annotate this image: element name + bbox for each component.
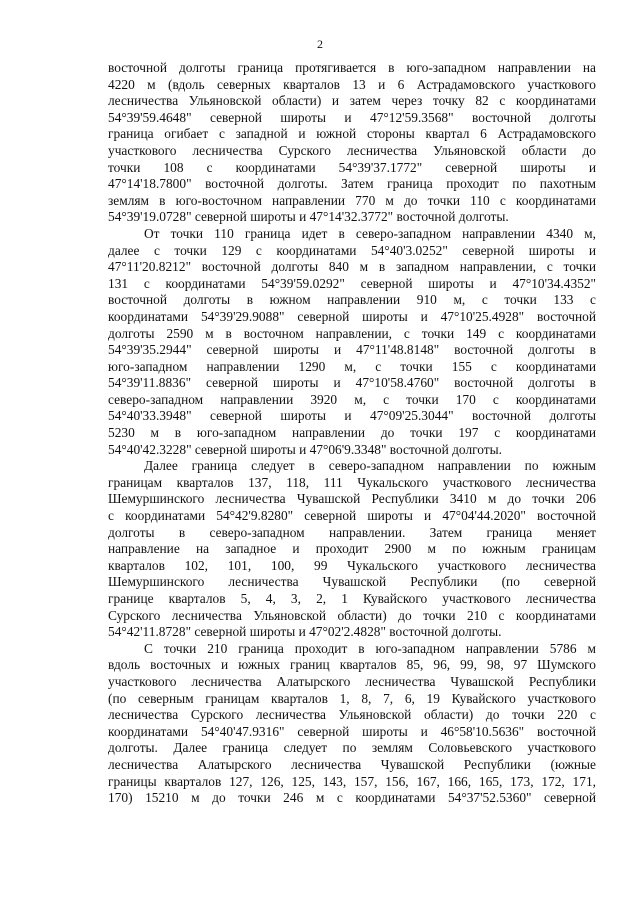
- text-line: 4220 м (вдоль северных кварталов 13 и 6 Астрадамовского участкового: [108, 76, 596, 92]
- text-line: лесничества Ульяновской области) и затем через точку 82 с координатами: [108, 93, 596, 109]
- text-line: 54°39'35.2944" северной широты и 47°11'48.8148" восточной долготы в: [108, 342, 596, 358]
- paragraph: [108, 60, 596, 226]
- text-line: долготы в северо-западном направлении. Затем граница меняет: [108, 524, 596, 540]
- text-line: участкового лесничества Алатырского лесничества Чувашской Республики: [108, 673, 596, 689]
- text-line: Шемуршинского лесничества Чувашской Республики (по северной: [108, 574, 596, 590]
- text-line: восточной долготы в южном направлении 910 м, с точки 133 с: [108, 292, 596, 308]
- text-line: Сурского лесничества Ульяновской области) до точки 210 с координатами: [108, 607, 596, 623]
- text-line: направление на западное и проходит 2900 м по южным границам: [108, 541, 596, 557]
- text-line: 54°40'42.3228" северной широты и 47°06'9.3348" восточной долготы.: [108, 441, 503, 457]
- text-line: границе кварталов 5, 4, 3, 2, 1 Кувайского участкового лесничества: [108, 591, 596, 606]
- text-line: лесничества Сурского лесничества Ульяновской области) до точки 220 с: [108, 707, 596, 723]
- document-body: [108, 60, 596, 807]
- text-line: координатами 54°40'47.9316" северной широты и 46°58'10.5636" восточной: [108, 723, 596, 739]
- text-line: От точки 110 граница идет в северо-западном направлении 4340 м,: [144, 225, 596, 241]
- text-line: (по северным границам кварталов 1, 8, 7, 6, 19 Кувайского участкового: [108, 690, 596, 706]
- text-line: точки 108 с координатами 54°39'37.1772" северной широты и: [108, 159, 596, 175]
- text-line: 5230 м в юго-западном направлении до точки 197 с координатами: [108, 425, 596, 441]
- text-line: 47°14'18.7800" восточной долготы. Затем граница проходит по пахотным: [108, 176, 596, 192]
- text-line: 47°11'20.8212" восточной долготы 840 м в западном направлении, с точки: [108, 259, 596, 275]
- text-line: долготы 2590 м в восточном направлении, с точки 149 с координатами: [108, 325, 596, 341]
- text-line: с координатами 54°42'9.8280" северной широты и 47°04'44.2020" восточной: [108, 508, 596, 524]
- text-line: границы кварталов 127, 126, 125, 143, 157, 156, 167, 166, 165, 173, 172, 171,: [108, 773, 596, 789]
- text-line: С точки 210 граница проходит в юго-западном направлении 5786 м: [144, 640, 596, 656]
- paragraph: [108, 641, 596, 807]
- paragraph: [108, 458, 596, 641]
- text-line: 54°39'11.8836" северной широты и 47°10'58.4760" восточной долготы в: [108, 375, 596, 391]
- text-line: Шемуршинского лесничества Чувашской Республики 3410 м до точки 206: [108, 491, 596, 507]
- text-line: долготы. Далее граница следует по землям Соловьевского участкового: [108, 740, 596, 756]
- text-line: землям в юго-восточном направлении 770 м до точки 110 с координатами: [108, 192, 596, 208]
- text-line: координатами 54°39'29.9088" северной широты и 47°10'25.4928" восточной: [108, 308, 596, 324]
- text-line: далее с точки 129 с координатами 54°40'3.0252" северной широты и: [108, 242, 596, 258]
- text-line: 54°42'11.8728" северной широты и 47°02'2.4828" восточной долготы.: [108, 624, 502, 640]
- text-line: 54°39'59.4648" северной широты и 47°12'59.3568" восточной долготы: [108, 109, 596, 125]
- text-line: лесничества Алатырского лесничества Чувашской Республики (южные: [108, 756, 596, 772]
- text-line: северо-западном направлении 3920 м, с точки 170 с координатами: [108, 391, 596, 407]
- text-line: вдоль восточных и южных границ кварталов 85, 96, 99, 98, 97 Шумского: [108, 657, 596, 673]
- text-line: 131 с координатами 54°39'59.0292" северной широты и 47°10'34.4352": [108, 275, 596, 291]
- text-line: кварталов 102, 101, 100, 99 Чукальского участкового лесничества: [108, 557, 596, 573]
- text-line: 54°39'19.0728" северной широты и 47°14'32.3772" восточной долготы.: [108, 209, 509, 225]
- text-line: юго-западном направлении 1290 м, с точки 155 с координатами: [108, 358, 596, 374]
- text-line: участкового лесничества Сурского лесничества Ульяновской области до: [108, 142, 596, 158]
- page-number: 2: [317, 37, 323, 51]
- paragraph: [108, 226, 596, 458]
- text-line: восточной долготы граница протягивается в юго-западном направлении на: [108, 60, 596, 75]
- text-line: граница огибает с западной и южной стороны квартал 6 Астрадамовского: [108, 126, 596, 142]
- text-line: Далее граница следует в северо-западном направлении по южным: [144, 458, 596, 474]
- text-line: 54°40'33.3948" северной широты и 47°09'25.3044" восточной долготы: [108, 408, 596, 424]
- text-line: границам кварталов 137, 118, 111 Чукальского участкового лесничества: [108, 474, 596, 490]
- text-line: 170) 15210 м до точки 246 м с координатами 54°37'52.5360" северной: [108, 790, 596, 806]
